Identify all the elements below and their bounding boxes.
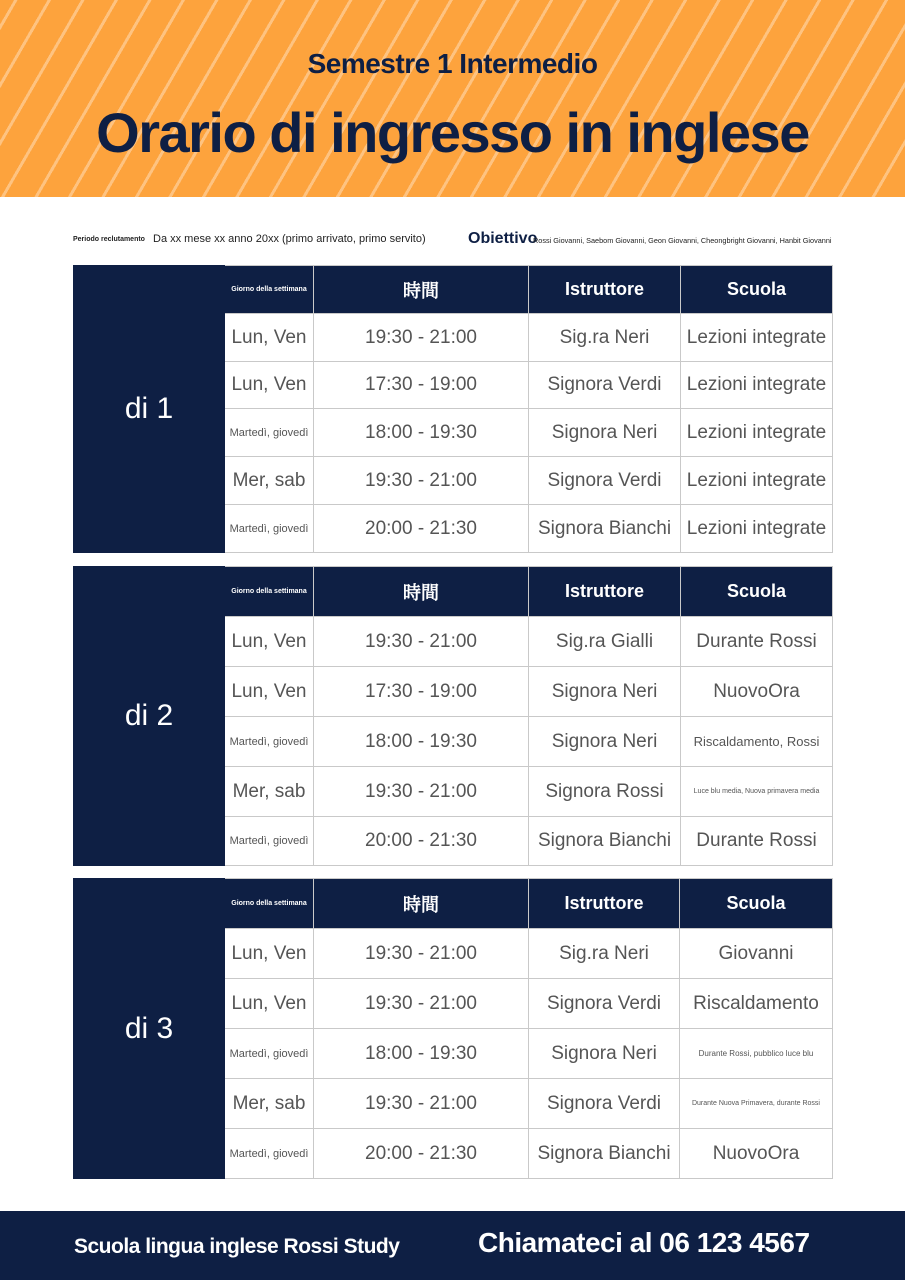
group-label: di 1 (74, 266, 225, 553)
cell-time: 19:30 - 21:00 (314, 767, 529, 817)
cell-school: Lezioni integrate (681, 314, 833, 362)
column-header-day: Giorno della settimana (225, 266, 314, 314)
cell-time: 19:30 - 21:00 (314, 979, 529, 1029)
cell-day: Lun, Ven (225, 314, 314, 362)
cell-day: Martedì, giovedì (225, 1129, 314, 1179)
cell-instructor: Signora Bianchi (529, 817, 681, 866)
cell-time: 17:30 - 19:00 (314, 667, 529, 717)
cell-time: 18:00 - 19:30 (314, 409, 529, 457)
cell-day: Martedì, giovedì (225, 817, 314, 866)
cell-day: Lun, Ven (225, 667, 314, 717)
cell-time: 20:00 - 21:30 (314, 1129, 529, 1179)
cell-instructor: Sig.ra Neri (529, 929, 680, 979)
cell-instructor: Sig.ra Gialli (529, 617, 681, 667)
footer-phone: Chiamateci al 06 123 4567 (478, 1227, 810, 1258)
schedule-table-group-2 (73, 566, 833, 866)
cell-school: Lezioni integrate (681, 457, 833, 505)
column-header-school: Scuola (681, 567, 833, 617)
cell-school: Giovanni (680, 929, 833, 979)
cell-school: Luce blu media, Nuova primavera media (681, 767, 833, 817)
cell-instructor: Sig.ra Neri (529, 314, 681, 362)
column-header-time: 時間 (314, 567, 529, 617)
column-header-day: Giorno della settimana (225, 879, 314, 929)
schedule-table-group-3 (73, 878, 833, 1179)
cell-instructor: Signora Rossi (529, 767, 681, 817)
cell-day: Martedì, giovedì (225, 1029, 314, 1079)
cell-day: Martedì, giovedì (225, 505, 314, 553)
column-header-instructor: Istruttore (529, 879, 680, 929)
cell-instructor: Signora Bianchi (529, 505, 681, 553)
column-header-instructor: Istruttore (529, 266, 681, 314)
cell-school: Durante Rossi (681, 617, 833, 667)
cell-day: Mer, sab (225, 767, 314, 817)
cell-time: 19:30 - 21:00 (314, 457, 529, 505)
column-header-instructor: Istruttore (529, 567, 681, 617)
period-value: Da xx mese xx anno 20xx (primo arrivato, primo servito) (153, 233, 426, 245)
cell-school: Lezioni integrate (681, 409, 833, 457)
goal-label: Obiettivo (468, 230, 538, 247)
cell-school: Riscaldamento, Rossi (681, 717, 833, 767)
group-label: di 2 (74, 567, 225, 866)
schedule-table-group-1 (73, 265, 833, 553)
cell-time: 18:00 - 19:30 (314, 1029, 529, 1079)
cell-time: 17:30 - 19:00 (314, 362, 529, 409)
cell-time: 18:00 - 19:30 (314, 717, 529, 767)
cell-time: 20:00 - 21:30 (314, 817, 529, 866)
cell-school: Durante Rossi (681, 817, 833, 866)
goal-value: Rossi Giovanni, Saebom Giovanni, Geon Giovanni, Cheongbright Giovanni, Hanbit Giovanni (533, 236, 832, 245)
cell-instructor: Signora Verdi (529, 362, 681, 409)
cell-time: 20:00 - 21:30 (314, 505, 529, 553)
cell-instructor: Signora Neri (529, 1029, 680, 1079)
footer-bar (0, 1211, 905, 1280)
column-header-time: 時間 (314, 266, 529, 314)
cell-instructor: Signora Neri (529, 717, 681, 767)
cell-day: Lun, Ven (225, 929, 314, 979)
cell-time: 19:30 - 21:00 (314, 617, 529, 667)
cell-instructor: Signora Verdi (529, 1079, 680, 1129)
group-label: di 3 (74, 879, 225, 1179)
cell-day: Martedì, giovedì (225, 409, 314, 457)
cell-school: Riscaldamento (680, 979, 833, 1029)
cell-day: Martedì, giovedì (225, 717, 314, 767)
cell-instructor: Signora Neri (529, 409, 681, 457)
header-banner (0, 0, 905, 197)
column-header-time: 時間 (314, 879, 529, 929)
column-header-school: Scuola (681, 266, 833, 314)
cell-day: Mer, sab (225, 457, 314, 505)
period-label: Periodo reclutamento (73, 236, 145, 243)
page-subtitle: Semestre 1 Intermedio (307, 48, 598, 79)
page-title: Orario di ingresso in inglese (96, 101, 809, 164)
column-header-day: Giorno della settimana (225, 567, 314, 617)
cell-day: Lun, Ven (225, 617, 314, 667)
cell-school: NuovoOra (680, 1129, 833, 1179)
cell-school: Lezioni integrate (681, 362, 833, 409)
cell-time: 19:30 - 21:00 (314, 929, 529, 979)
cell-instructor: Signora Neri (529, 667, 681, 717)
cell-time: 19:30 - 21:00 (314, 314, 529, 362)
cell-school: Durante Rossi, pubblico luce blu (680, 1029, 833, 1079)
cell-school: NuovoOra (681, 667, 833, 717)
cell-instructor: Signora Bianchi (529, 1129, 680, 1179)
cell-school: Durante Nuova Primavera, durante Rossi (680, 1079, 833, 1129)
cell-day: Mer, sab (225, 1079, 314, 1129)
cell-day: Lun, Ven (225, 979, 314, 1029)
cell-instructor: Signora Verdi (529, 979, 680, 1029)
column-header-school: Scuola (680, 879, 833, 929)
cell-school: Lezioni integrate (681, 505, 833, 553)
footer-school-name: Scuola lingua inglese Rossi Study (74, 1235, 400, 1258)
cell-instructor: Signora Verdi (529, 457, 681, 505)
cell-time: 19:30 - 21:00 (314, 1079, 529, 1129)
info-bar (73, 230, 833, 250)
cell-day: Lun, Ven (225, 362, 314, 409)
